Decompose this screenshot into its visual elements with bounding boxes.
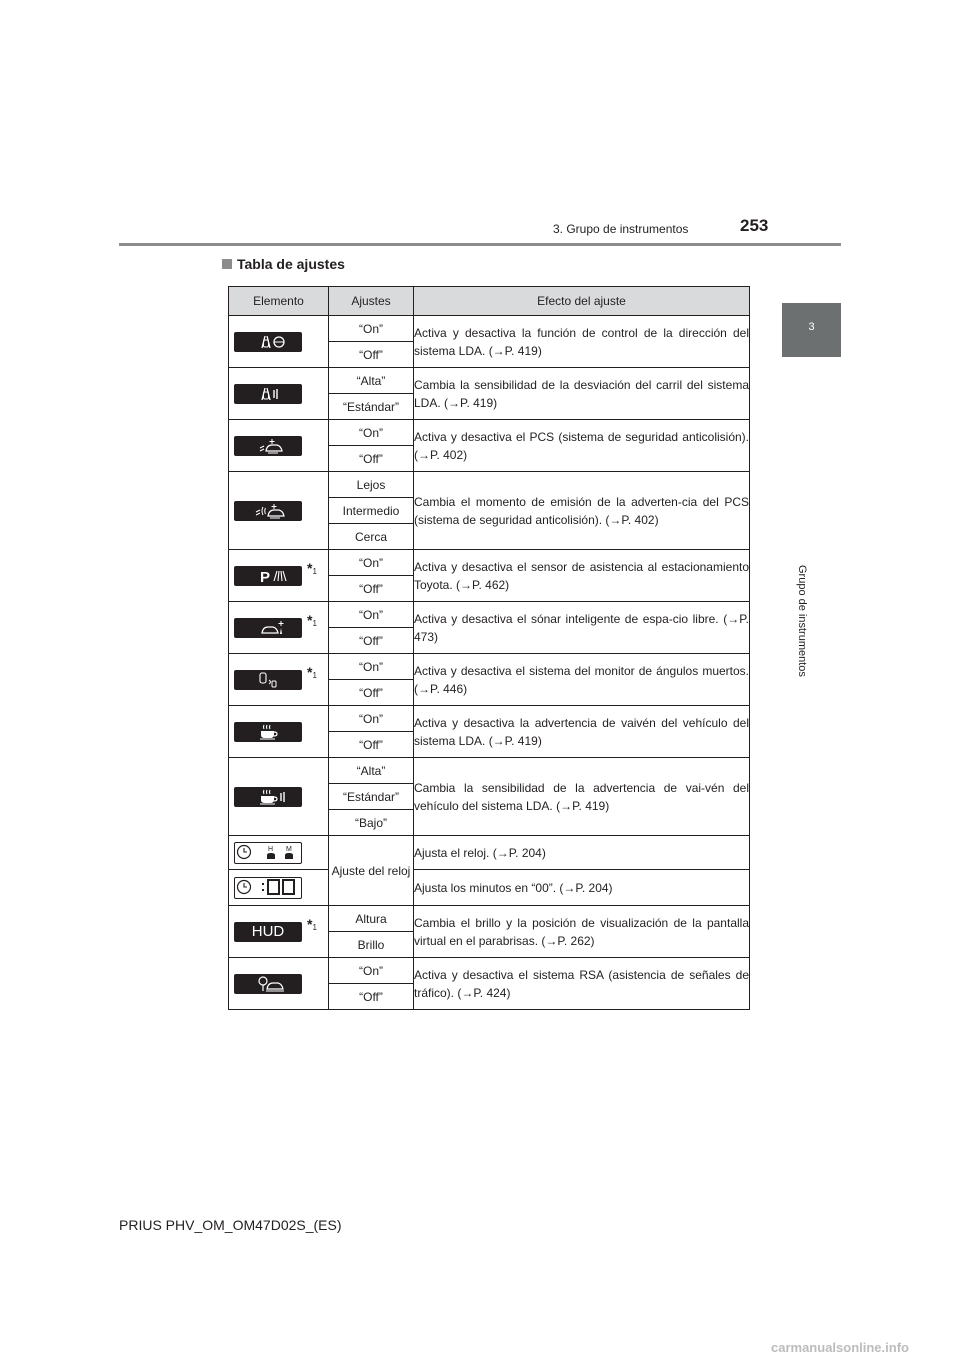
- settings-table: [228, 286, 750, 1010]
- setting-effect: Cambia el momento de emisión de la adverten-cia del PCS (sistema de seguridad anticolisión). (→P. 402): [414, 472, 750, 550]
- hud-icon-text: HUD: [251, 922, 285, 940]
- header-efecto: Efecto del ajuste: [414, 287, 750, 316]
- icon-cell: [229, 654, 329, 706]
- setting-value: “Alta”: [329, 368, 414, 394]
- page-number: 253: [740, 216, 769, 235]
- hour-label: H: [268, 845, 274, 853]
- table-row: [229, 758, 750, 784]
- icon-cell: [229, 368, 329, 420]
- setting-effect: Activa y desactiva la advertencia de vaivén del vehículo del sistema LDA. (→P. 419): [414, 706, 750, 758]
- icon-cell: [229, 316, 329, 368]
- hud-icon: [234, 922, 302, 942]
- setting-effect: Activa y desactiva la función de control de la dirección del sistema LDA. (→P. 419): [414, 316, 750, 368]
- table-row: [229, 654, 750, 680]
- footnote-marker: [307, 560, 317, 576]
- table-row: [229, 420, 750, 446]
- setting-effect: Cambia la sensibilidad de la advertencia de vai-vén del vehículo del sistema LDA. (→P. 419): [414, 758, 750, 836]
- asterisk-text: *: [307, 664, 313, 680]
- running-header: 3. Grupo de instrumentos: [553, 222, 689, 236]
- setting-effect: Ajusta los minutos en “00”. (→P. 204): [414, 870, 750, 906]
- setting-value: “On”: [329, 706, 414, 732]
- icon-cell: [229, 602, 329, 654]
- setting-effect: Activa y desactiva el sistema del monitor de ángulos muertos. (→P. 446): [414, 654, 750, 706]
- icon-cell: [229, 550, 329, 602]
- setting-value: “Off”: [329, 342, 414, 368]
- lane-departure-sensitivity-icon: [234, 384, 302, 404]
- table-row: [229, 870, 750, 906]
- svg-text:P: P: [260, 568, 271, 586]
- setting-value: “Off”: [329, 576, 414, 602]
- setting-value: “Bajo”: [329, 810, 414, 836]
- pcs-timing-icon: [234, 501, 302, 521]
- header-divider: [119, 243, 841, 246]
- clearance-sonar-icon: [234, 618, 302, 638]
- setting-effect: Ajusta el reloj. (→P. 204): [414, 836, 750, 870]
- setting-value: “Estándar”: [329, 394, 414, 420]
- setting-value: “Off”: [329, 680, 414, 706]
- setting-value: Ajuste del reloj: [329, 836, 414, 906]
- setting-value: Cerca: [329, 524, 414, 550]
- table-row: [229, 602, 750, 628]
- clock-00-icon: [234, 877, 302, 899]
- setting-value: “Off”: [329, 628, 414, 654]
- setting-value: “On”: [329, 316, 414, 342]
- icon-cell: [229, 836, 329, 870]
- watermark: carmanualsonline.info: [771, 1340, 909, 1355]
- header-ajustes: Ajustes: [329, 287, 414, 316]
- sway-warning-icon: [234, 722, 302, 742]
- setting-value: “Off”: [329, 732, 414, 758]
- table-row: [229, 550, 750, 576]
- table-row: [229, 316, 750, 342]
- setting-value: Altura: [329, 906, 414, 932]
- icon-cell: [229, 906, 329, 958]
- minute-label: M: [286, 845, 292, 853]
- asterisk-text: *: [307, 560, 313, 576]
- chapter-tab-label: Grupo de instrumentos: [796, 565, 808, 677]
- setting-value: Lejos: [329, 472, 414, 498]
- setting-effect: Activa y desactiva el sensor de asistencia al estacionamiento Toyota. (→P. 462): [414, 550, 750, 602]
- setting-value: “On”: [329, 654, 414, 680]
- icon-cell: [229, 420, 329, 472]
- setting-value: “Estándar”: [329, 784, 414, 810]
- setting-effect: Cambia el brillo y la posición de visualización de la pantalla virtual en el parabrisas. (→P. 262): [414, 906, 750, 958]
- setting-effect: Activa y desactiva el sónar inteligente de espa-cio libre. (→P. 473): [414, 602, 750, 654]
- footnote-number: 1: [312, 671, 317, 680]
- footnote-number: 1: [312, 619, 317, 628]
- parking-assist-icon: [234, 566, 302, 586]
- asterisk-text: *: [307, 916, 313, 932]
- setting-value: Brillo: [329, 932, 414, 958]
- table-row: [229, 836, 750, 870]
- icon-cell: [229, 706, 329, 758]
- road-sign-assist-icon: [234, 974, 302, 994]
- footnote-number: 1: [312, 567, 317, 576]
- footnote-marker: [307, 664, 317, 680]
- setting-value: “Off”: [329, 984, 414, 1010]
- icon-cell: [229, 958, 329, 1010]
- lane-departure-steering-icon: [234, 332, 302, 352]
- footnote-marker: [307, 612, 317, 628]
- icon-cell: [229, 870, 329, 906]
- footnote-marker: [307, 916, 317, 932]
- setting-value: “Alta”: [329, 758, 414, 784]
- table-row: [229, 368, 750, 394]
- clock-hm-icon: [234, 842, 302, 864]
- setting-effect: Activa y desactiva el PCS (sistema de seguridad anticolisión). (→P. 402): [414, 420, 750, 472]
- table-row: [229, 472, 750, 498]
- footnote-number: 1: [312, 923, 317, 932]
- table-row: [229, 958, 750, 984]
- table-header-row: [229, 287, 750, 316]
- table-row: [229, 906, 750, 932]
- table-row: [229, 706, 750, 732]
- square-bullet-icon: [222, 259, 232, 269]
- section-title-text: Tabla de ajustes: [237, 256, 345, 272]
- setting-value: Intermedio: [329, 498, 414, 524]
- blind-spot-monitor-icon: [234, 670, 302, 690]
- setting-value: “On”: [329, 550, 414, 576]
- chapter-tab-number: 3: [808, 321, 815, 333]
- pcs-icon: [234, 436, 302, 456]
- chapter-tab: [782, 303, 841, 357]
- icon-cell: [229, 758, 329, 836]
- setting-effect: Cambia la sensibilidad de la desviación del carril del sistema LDA. (→P. 419): [414, 368, 750, 420]
- icon-cell: [229, 472, 329, 550]
- setting-value: “Off”: [329, 446, 414, 472]
- header-elemento: Elemento: [229, 287, 329, 316]
- asterisk-text: *: [307, 612, 313, 628]
- section-title: [222, 256, 345, 272]
- setting-effect: Activa y desactiva el sistema RSA (asistencia de señales de tráfico). (→P. 424): [414, 958, 750, 1010]
- sway-sensitivity-icon: [234, 787, 302, 807]
- setting-value: “On”: [329, 420, 414, 446]
- setting-value: “On”: [329, 602, 414, 628]
- document-footer: PRIUS PHV_OM_OM47D02S_(ES): [119, 1217, 342, 1233]
- setting-value: “On”: [329, 958, 414, 984]
